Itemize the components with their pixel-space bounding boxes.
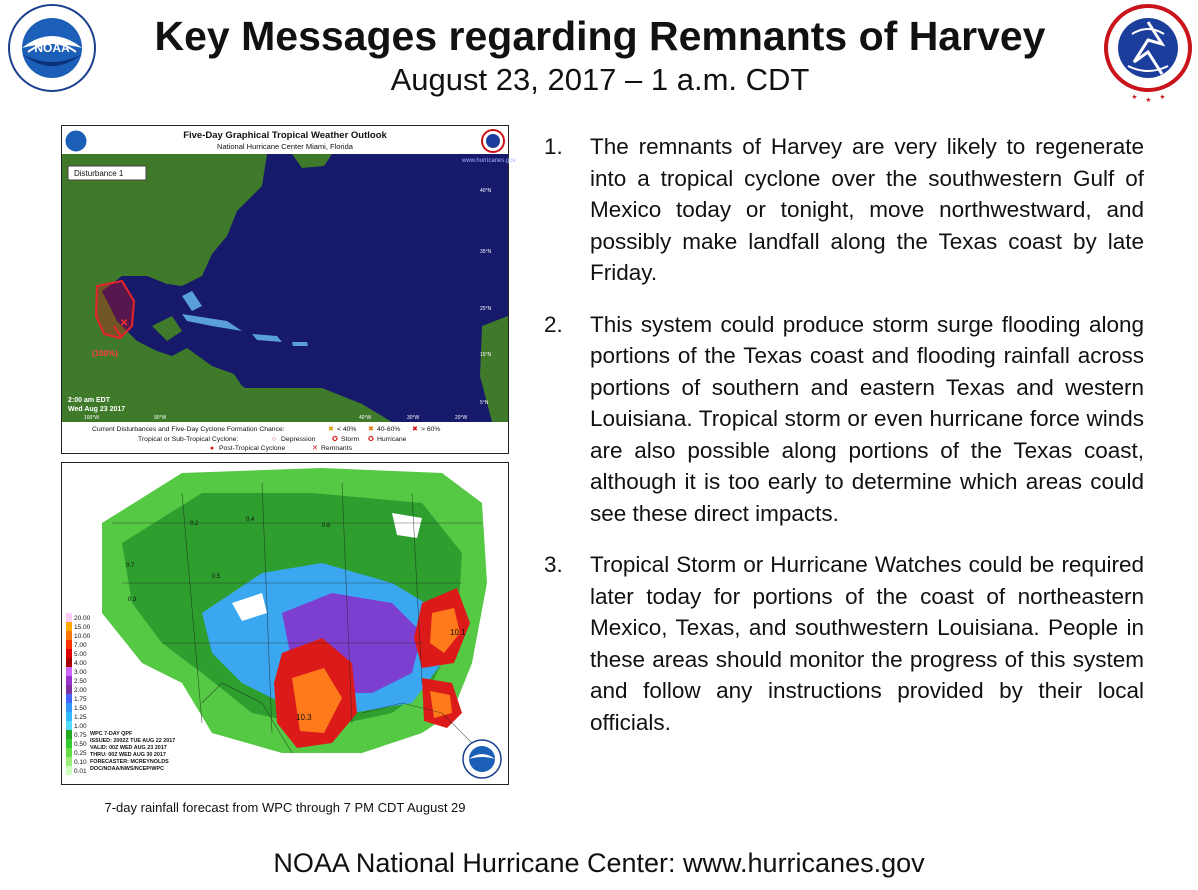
svg-text:FORECASTER: MCREYNOLDS: FORECASTER: MCREYNOLDS — [90, 759, 169, 765]
key-messages-list — [540, 131, 1144, 758]
formation-chance-label: (100%) — [92, 349, 118, 358]
legend-swatch — [66, 721, 72, 730]
svg-text:✕: ✕ — [312, 445, 318, 452]
svg-text:Storm: Storm — [341, 436, 360, 443]
outlook-time: 2:00 am EDT — [68, 397, 111, 404]
legend-value: 1.25 — [74, 714, 87, 721]
legend-formation-chance: Current Disturbances and Five-Day Cyclone Formation Chance: — [92, 426, 285, 433]
svg-text:Hurricane: Hurricane — [377, 436, 407, 443]
outlook-subtitle: National Hurricane Center Miami, Florida — [217, 142, 353, 151]
peak-label: 0.7 — [126, 563, 135, 569]
legend-swatch — [66, 631, 72, 640]
svg-text:THRU: 00Z WED AUG 30 2017: THRU: 00Z WED AUG 30 2017 — [90, 752, 166, 758]
svg-text:20°W: 20°W — [455, 415, 468, 421]
rainfall-caption: 7-day rainfall forecast from WPC through 7 PM CDT August 29 — [104, 800, 466, 815]
svg-text:25°N: 25°N — [480, 306, 492, 312]
disturbance-label: Disturbance 1 — [74, 169, 124, 178]
legend-swatch — [66, 658, 72, 667]
peak-label: 0.3 — [128, 597, 137, 603]
rain-info — [90, 731, 175, 772]
legend-value: 0.01 — [74, 768, 87, 775]
nws-logo-icon — [1104, 4, 1192, 104]
legend-value: 1.75 — [74, 696, 87, 703]
svg-text:90°W: 90°W — [154, 415, 167, 421]
legend-value: 5.00 — [74, 651, 87, 658]
noaa-logo-icon — [8, 4, 96, 92]
key-message — [540, 309, 1144, 530]
svg-text:15°N: 15°N — [480, 352, 492, 358]
svg-text:> 60%: > 60% — [421, 426, 441, 433]
peak-label: 0.4 — [246, 517, 255, 523]
legend-swatch — [66, 730, 72, 739]
svg-text:✖: ✖ — [412, 426, 418, 433]
legend-value: 0.50 — [74, 741, 87, 748]
legend-value: 7.00 — [74, 642, 87, 649]
legend-value: 0.75 — [74, 732, 87, 739]
outlook-title: Five-Day Graphical Tropical Weather Outlook — [183, 130, 387, 141]
svg-text:5°N: 5°N — [480, 400, 489, 406]
svg-text:Post-Tropical Cyclone: Post-Tropical Cyclone — [219, 445, 286, 452]
legend-value: 15.00 — [74, 624, 91, 631]
legend-swatch — [66, 703, 72, 712]
svg-text:40-60%: 40-60% — [377, 426, 401, 433]
svg-text:○: ○ — [272, 436, 277, 443]
svg-text:Remnants: Remnants — [321, 445, 352, 452]
legend-swatch — [66, 622, 72, 631]
noaa-logo-text: NOAA — [34, 41, 70, 55]
peak-label: 10.1 — [450, 628, 466, 637]
legend-value: 2.50 — [74, 678, 87, 685]
legend-cyclone-types: Tropical or Sub-Tropical Cyclone: — [138, 436, 239, 443]
key-message — [540, 549, 1144, 738]
svg-text:DOC/NOAA/NWS/NCEP/WPC: DOC/NOAA/NWS/NCEP/WPC — [90, 766, 164, 772]
key-message-text: This system could produce storm surge flooding along portions of the Texas coast and flooding rainfall across portions of southern and eastern Texas and western Louisiana. Tropical storm or even hurricane force winds are also possible along portions of the Texas coast, although it is too early to determine which areas could see these direct impacts. — [590, 311, 1144, 526]
outlook-noaa-icon — [65, 130, 87, 152]
svg-text:✕: ✕ — [120, 318, 129, 329]
svg-text:✖: ✖ — [368, 426, 374, 433]
svg-text:< 40%: < 40% — [337, 426, 357, 433]
legend-value: 1.50 — [74, 705, 87, 712]
legend-value: 1.00 — [74, 723, 87, 730]
footer-credit: NOAA National Hurricane Center: www.hurricanes.gov — [273, 848, 925, 878]
svg-text:www.hurricanes.gov: www.hurricanes.gov — [462, 158, 516, 164]
tropical-outlook-map — [61, 125, 516, 454]
legend-swatch — [66, 640, 72, 649]
svg-text:✖: ✖ — [328, 426, 334, 433]
key-message-text: Tropical Storm or Hurricane Watches could be required later today for portions of the coast of northeastern Mexico, Texas, and southwestern Louisiana. People in these areas should monitor the progress of this system and follow any instructions provided by their local officials. — [590, 552, 1144, 735]
legend-swatch — [66, 712, 72, 721]
peak-label: 0.2 — [190, 521, 199, 527]
key-message-number: 2. — [544, 311, 563, 337]
rainfall-forecast-map — [61, 462, 509, 785]
svg-text:35°N: 35°N — [480, 249, 492, 255]
key-message — [540, 131, 1144, 289]
peak-label: 10.3 — [296, 713, 312, 722]
peak-label: 0.5 — [212, 574, 221, 580]
legend-value: 0.10 — [74, 759, 87, 766]
rain-noaa-icon — [463, 740, 501, 778]
legend-swatch — [66, 676, 72, 685]
svg-text:WPC 7-DAY QPF: WPC 7-DAY QPF — [90, 731, 133, 737]
legend-value: 10.00 — [74, 633, 91, 640]
svg-text:●: ● — [210, 445, 215, 452]
key-message-number: 3. — [544, 552, 563, 577]
svg-text:✪: ✪ — [332, 436, 338, 443]
legend-swatch — [66, 694, 72, 703]
legend-swatch — [66, 757, 72, 766]
svg-text:40°N: 40°N — [480, 188, 492, 194]
legend-swatch — [66, 649, 72, 658]
page-title: Key Messages regarding Remnants of Harvey — [154, 13, 1046, 59]
legend-swatch — [66, 613, 72, 622]
legend-swatch — [66, 748, 72, 757]
svg-text:30°W: 30°W — [407, 415, 420, 421]
svg-text:ISSUED: 2002Z TUE AUG 22 2017: ISSUED: 2002Z TUE AUG 22 2017 — [90, 738, 176, 744]
svg-text:Depression: Depression — [281, 436, 316, 443]
key-message-text: The remnants of Harvey are very likely to regenerate into a tropical cyclone over the southwestern Gulf of Mexico today or tonight, move northwestward, and possibly make landfall along the Texas coast by late Friday. — [590, 134, 1144, 285]
legend-swatch — [66, 739, 72, 748]
legend-value: 0.25 — [74, 750, 87, 757]
svg-text:VALID: 00Z WED AUG 23 2017: VALID: 00Z WED AUG 23 2017 — [90, 745, 167, 751]
svg-text:40°W: 40°W — [359, 415, 372, 421]
legend-value: 20.00 — [74, 615, 91, 622]
key-message-number: 1. — [544, 134, 563, 159]
page-subtitle: August 23, 2017 – 1 a.m. CDT — [390, 62, 810, 97]
legend-value: 4.00 — [74, 660, 87, 667]
legend-swatch — [66, 685, 72, 694]
outlook-date: Wed Aug 23 2017 — [68, 406, 126, 413]
legend-value: 3.00 — [74, 669, 87, 676]
legend-swatch — [66, 766, 72, 775]
legend-swatch — [66, 667, 72, 676]
svg-text:100°W: 100°W — [84, 415, 100, 421]
legend-value: 2.00 — [74, 687, 87, 694]
peak-label: 0.6 — [322, 523, 331, 529]
svg-text:✪: ✪ — [368, 436, 374, 443]
